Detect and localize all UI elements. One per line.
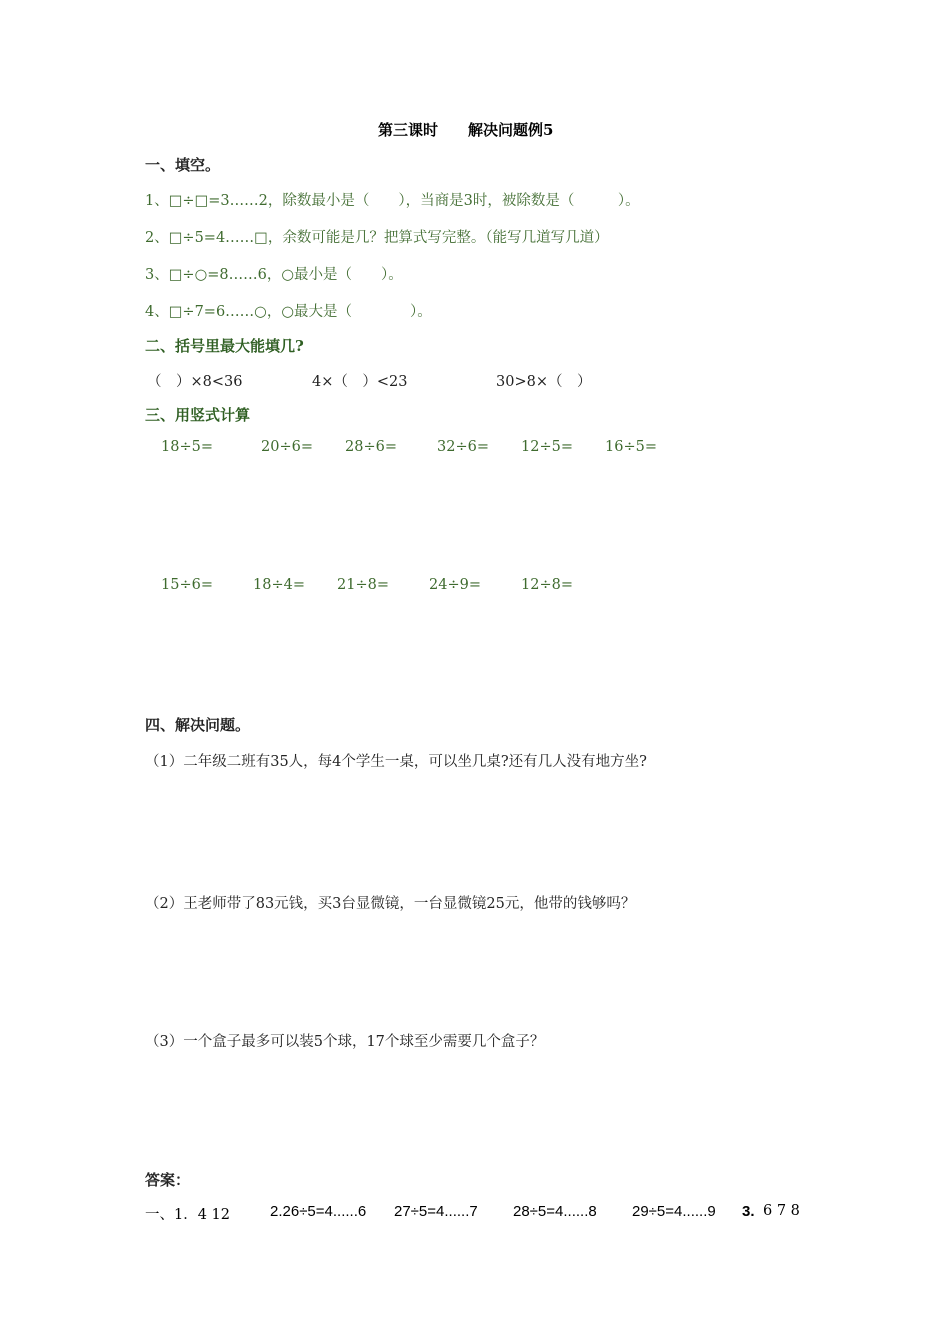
division-problem: 18÷5=	[161, 439, 213, 455]
inequality-2: 4×（ ）<23	[312, 374, 408, 390]
section3-heading: 三、用竖式计算	[145, 406, 251, 424]
division-problem: 20÷6=	[261, 439, 313, 455]
division-problem: 18÷4=	[253, 577, 305, 593]
fill-blank-item-2: 2、□÷5=4……□，余数可能是几？把算式写完整。（能写几道写几道）	[145, 230, 609, 246]
fill-blank-item-1: 1、□÷□=3……2，除数最小是（ ），当商是3时，被除数是（ ）。	[145, 193, 640, 209]
word-problem-3: （3）一个盒子最多可以装5个球，17个球至少需要几个盒子？	[145, 1034, 545, 1050]
division-problem: 32÷6=	[437, 439, 489, 455]
division-problem: 15÷6=	[161, 577, 213, 593]
section1-heading: 一、填空。	[145, 156, 221, 174]
fill-blank-item-4: 4、□÷7=6……○，○最大是（ ）。	[145, 304, 432, 320]
division-problem: 21÷8=	[337, 577, 389, 593]
inequality-1: （ ）×8<36	[147, 374, 243, 390]
answer-part: 6 7 8	[763, 1203, 800, 1219]
division-problem: 12÷8=	[521, 577, 573, 593]
answer-line-prefix: 一、1．4 12	[145, 1207, 231, 1223]
section2-heading: 二、括号里最大能填几?	[145, 337, 304, 355]
fill-blank-item-3: 3、□÷○=8……6，○最小是（ ）。	[145, 267, 403, 283]
word-problem-1: （1）二年级二班有35人，每4个学生一桌，可以坐几桌?还有几人没有地方坐?	[145, 754, 647, 770]
inequality-3: 30>8×（ ）	[496, 374, 592, 390]
answer-part: 28÷5=4......8	[513, 1203, 597, 1220]
page-title: 第三课时 解决问题例5	[378, 121, 554, 139]
answer-part: 2.26÷5=4......6	[270, 1203, 367, 1220]
division-problem: 28÷6=	[345, 439, 397, 455]
division-problem: 12÷5=	[521, 439, 573, 455]
word-problem-2: （2）王老师带了83元钱，买3台显微镜，一台显微镜25元，他带的钱够吗？	[145, 896, 636, 912]
answer-part: 27÷5=4......7	[394, 1203, 478, 1220]
section4-heading: 四、解决问题。	[145, 716, 251, 734]
division-problem: 16÷5=	[605, 439, 657, 455]
answers-heading: 答案：	[145, 1171, 191, 1189]
division-problem: 24÷9=	[429, 577, 481, 593]
answer-part: 3.	[742, 1203, 755, 1220]
answer-part: 29÷5=4......9	[632, 1203, 716, 1220]
